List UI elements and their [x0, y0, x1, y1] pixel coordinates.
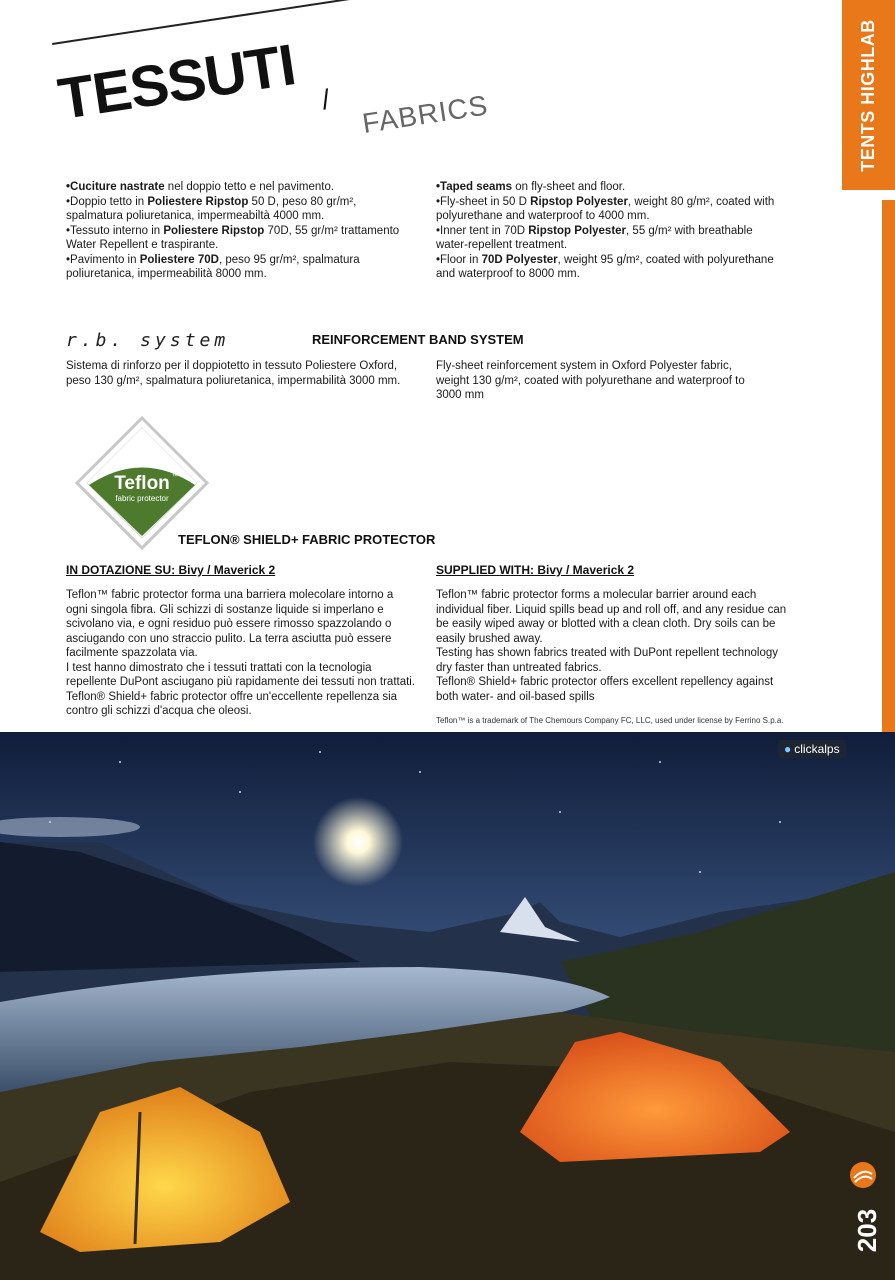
page-subtitle: FABRICS — [360, 89, 491, 140]
teflon-logo-word: Teflon — [114, 473, 170, 494]
teflon-en-paragraph: Teflon® Shield+ fabric protector offers excellent repellency against both water- and oil-based spills — [436, 676, 774, 703]
rb-system-logo: r.b. system — [66, 330, 230, 351]
fabric-en-item: •Fly-sheet in 50 D Ripstop Polyester, weight 80 g/m², coated with polyurethane and waterproof to 4000 mm. — [436, 195, 775, 222]
page-number-wrap — [848, 1195, 888, 1265]
supplied-en: SUPPLIED WITH: Bivy / Maverick 2 — [436, 563, 635, 577]
teflon-en-paragraph: Teflon™ fabric protector forms a molecular barrier around each individual fiber. Liquid spills bead up and roll off, and any residue can be easily wiped away or blotted with a clean cloth. Dry soils can be easily brushed away. — [436, 589, 787, 645]
tents-night-photo — [0, 732, 895, 1280]
teflon-logo — [75, 416, 209, 550]
fabric-en-item: •Inner tent in 70D Ripstop Polyester, 55 g/m² with breathable water-repellent treatment. — [436, 224, 753, 251]
fabric-en-item: •Floor in 70D Polyester, weight 95 g/m², coated with polyurethane and waterproof to 8000 mm. — [436, 253, 774, 280]
teflon-en — [436, 588, 791, 704]
fabrics-en — [436, 180, 781, 282]
supplied-it: IN DOTAZIONE SU: Bivy / Maverick 2 — [66, 563, 276, 577]
rb-system-it: Sistema di rinforzo per il doppiotetto in tessuto Poliestere Oxford, peso 130 g/m², spalmatura poliuretanica, impermabilità 3000 mm. — [66, 360, 401, 387]
page-number: 203 — [852, 1208, 883, 1252]
teflon-it-paragraph: I test hanno dimostrato che i tessuti trattati con la tecnologia repellente DuPont asciugano più rapidamente dei tessuti non trattati. — [66, 661, 416, 688]
fabric-it-item: •Tessuto interno in Poliestere Ripstop 70D, 55 gr/m² trattamento Water Repellent e traspirante. — [66, 224, 400, 251]
fabric-it-item: •Cuciture nastrate nel doppio tetto e nel pavimento. — [66, 181, 335, 193]
trademark-note: Teflon™ is a trademark of The Chemours Company FC, LLC, used under license by Ferrino S.p.a. — [436, 716, 784, 725]
teflon-it — [66, 588, 416, 719]
page-title: TESSUTI — [54, 32, 300, 133]
fabrics-it — [66, 180, 406, 282]
side-tab-label: TENTS HIGHLAB — [858, 18, 878, 172]
fabric-en-item: •Taped seams on fly-sheet and floor. — [436, 181, 626, 193]
rb-system-en: Fly-sheet reinforcement system in Oxford Polyester fabric, weight 130 g/m², coated with polyurethane and waterproof to 3000 mm — [436, 360, 745, 401]
teflon-logo-sub: fabric protector — [115, 494, 169, 503]
teflon-logo-tm: ™ — [172, 474, 178, 480]
side-tab-label-wrap — [842, 0, 895, 190]
photo-credit — [778, 740, 846, 758]
brand-swirl-icon — [848, 1160, 878, 1190]
fabric-it-item: •Pavimento in Poliestere 70D, peso 95 gr/m², spalmatura poliuretanica, impermeabilità 8000 mm. — [66, 253, 360, 280]
teflon-it-paragraph: Teflon™ fabric protector forma una barriera molecolare intorno a ogni singola fibra. Gli schizzi di sostanze liquide si imperlano e scivolano via, e ogni residuo può essere rimosso spazzolando o asciugando con uno straccio pulito. La terra asciutta può essere facilmente spazzolata via. — [66, 589, 394, 659]
teflon-it-paragraph: Teflon® Shield+ fabric protector offre un'eccellente repellenza sia contro gli schizzi d'acqua che oleosi. — [66, 690, 398, 717]
title-slash: / — [319, 83, 332, 116]
photo-credit-label: clickalps — [794, 742, 840, 756]
camera-dot-icon: ● — [784, 742, 792, 756]
rb-system-title: REINFORCEMENT BAND SYSTEM — [312, 332, 524, 347]
teflon-heading: TEFLON® SHIELD+ FABRIC PROTECTOR — [178, 532, 436, 547]
header-rule — [52, 0, 794, 45]
teflon-en-paragraph: Testing has shown fabrics treated with DuPont repellent technology dry faster than untreated fabrics. — [436, 647, 779, 674]
fabric-it-item: •Doppio tetto in Poliestere Ripstop 50 D, peso 80 gr/m², spalmatura poliuretanica, impermeabiltà 4000 mm. — [66, 195, 357, 222]
